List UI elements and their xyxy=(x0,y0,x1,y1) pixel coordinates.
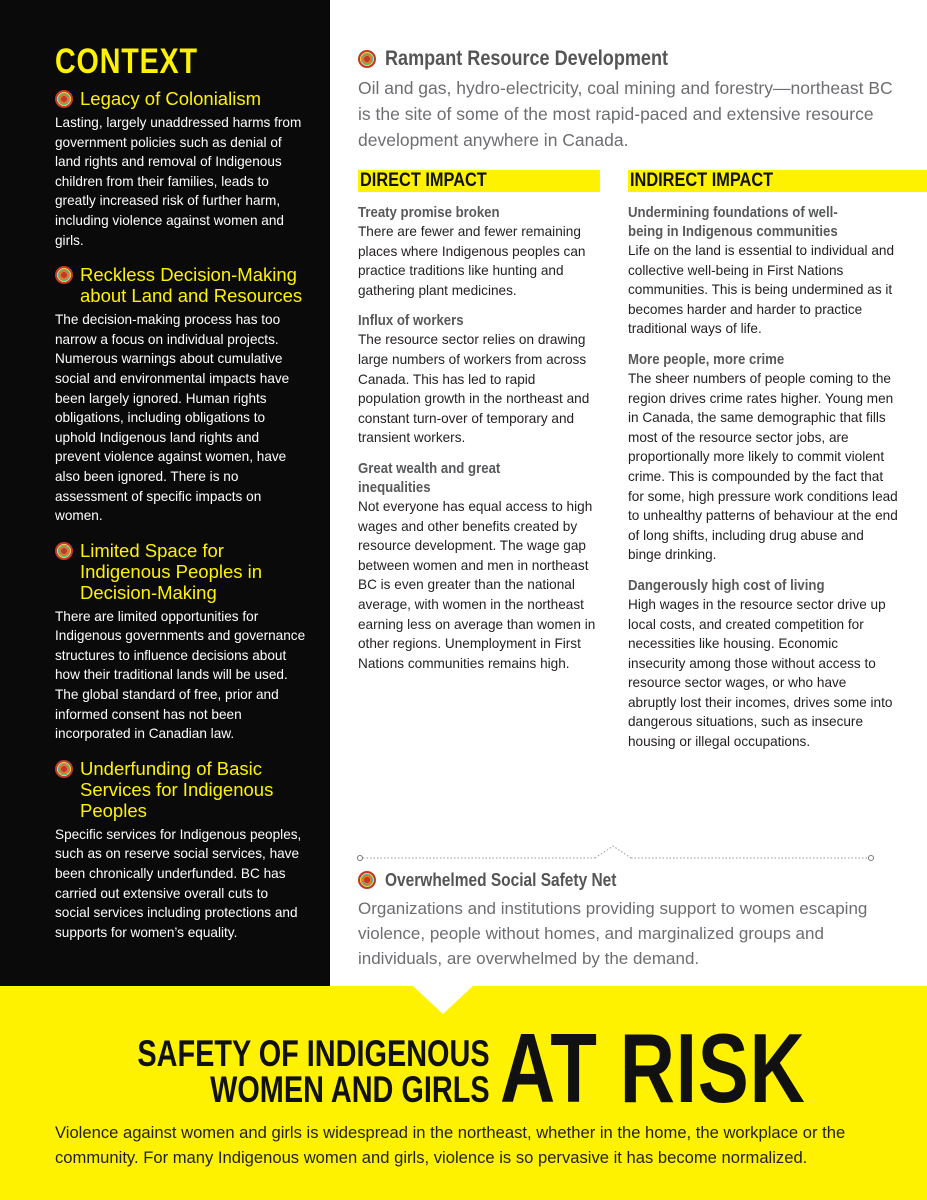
medallion-icon xyxy=(358,50,376,68)
context-body: Lasting, largely unaddressed harms from government policies such as denial of land rights and removal of Indigenous children from their families, leads to greatly increased risk of further harm, including violence against women and girls. xyxy=(55,115,302,248)
impact-item-body: The sheer numbers of people coming to the region drives crime rates higher. Young men in Canada, the same demographic that fills most of the resource sector jobs, are proportionally more likely to commit violent crime. This is compounded by the fact that for some, high pressure work conditions lead to unhealthy patterns of behaviour at the end of long shifts, including drug abuse and binge drinking. xyxy=(628,370,898,563)
impact-item xyxy=(358,203,600,300)
impact-item-title-text: Influx of workers xyxy=(358,312,464,330)
context-heading xyxy=(55,758,310,821)
medallion-icon xyxy=(358,871,376,889)
impact-item-title xyxy=(358,311,600,330)
section-heading xyxy=(358,866,903,894)
impact-item xyxy=(628,350,898,565)
impact-item-title xyxy=(358,459,600,497)
direct-impact-band xyxy=(358,170,600,192)
banner-notch xyxy=(413,986,473,1014)
context-panel xyxy=(0,0,330,986)
section-heading-text: Rampant Resource Development xyxy=(385,47,669,70)
impact-item-title-text: More people, more crime xyxy=(628,350,785,368)
impact-item-title xyxy=(628,350,898,369)
context-heading xyxy=(55,88,310,109)
indirect-impact-column xyxy=(628,170,898,752)
section-intro: Oil and gas, hydro-electricity, coal mining and forestry—northeast BC is the site of some of the most rapid-paced and extensive resource development anywhere in Canada. xyxy=(358,78,893,150)
direct-impact-column xyxy=(358,170,600,673)
impact-item-title-text: Great wealth and great inequalities xyxy=(358,459,501,496)
section-heading-text: Overwhelmed Social Safety Net xyxy=(385,870,617,890)
context-heading xyxy=(55,540,310,603)
context-title: CONTEXT xyxy=(55,42,198,81)
medallion-icon xyxy=(55,760,73,778)
medallion-icon xyxy=(55,266,73,284)
impact-item-body: Not everyone has equal access to high wages and other benefits created by resource development. The wage gap between women and men in northeast BC is even greater than the national average, with women in the northeast earning less on average than women in other regions. Unemployment in First Nations communities remains high. xyxy=(358,498,596,671)
banner-body: Violence against women and girls is widespread in the northeast, whether in the home, the workplace or the community. For many Indigenous women and girls, violence is so pervasive it has become normalized. xyxy=(55,1123,846,1167)
impact-item-body: High wages in the resource sector drive up local costs, and created competition for necessities like housing. Economic insecurity among those without access to resource sector wages, or who have abruptly lost their incomes, drives some into dangerous situations, such as insecure housing or illegal occupations. xyxy=(628,596,893,750)
impact-item-title xyxy=(628,576,898,595)
impact-item xyxy=(358,459,600,673)
context-section-underfunding xyxy=(55,758,310,943)
impact-item xyxy=(358,311,600,448)
context-heading-text: Underfunding of Basic Services for Indigenous Peoples xyxy=(80,757,274,821)
banner-title: AT RISK xyxy=(500,1013,806,1123)
impact-item-title-text: Undermining foundations of well-being in Indigenous communities xyxy=(628,204,838,240)
impact-item-body: Life on the land is essential to individual and collective well-being in First Nations communities. This is being undermined as it becomes harder and harder to practice traditional ways of life. xyxy=(628,243,895,337)
section-heading xyxy=(358,45,898,73)
context-section-colonialism xyxy=(55,88,310,250)
banner-subtitle xyxy=(137,1033,491,1110)
context-body: The decision-making process has too narrow a focus on individual projects. Numerous warnings about cumulative social and environmental impacts have been largely ignored. Human rights obligations, including obligations to uphold Indigenous land rights and prevent violence against women, have also been ignored. There is no assessment of specific impacts on women. xyxy=(55,312,290,524)
medallion-icon xyxy=(55,90,73,108)
context-section-limited-space xyxy=(55,540,310,744)
medallion-icon xyxy=(55,542,73,560)
context-body: Specific services for Indigenous peoples, such as on reserve social services, have been chronically underfunded. BC has carried out extensive overall cuts to social services including protections and supports for women’s equality. xyxy=(55,826,302,940)
dotted-connector xyxy=(355,842,880,864)
context-section-decision-making xyxy=(55,264,310,526)
indirect-impact-label: INDIRECT IMPACT xyxy=(630,170,774,191)
impact-item xyxy=(628,576,898,752)
section-intro: Organizations and institutions providing support to women escaping violence, people without homes, and marginalized groups and individuals, are overwhelmed by the demand. xyxy=(358,899,868,968)
impact-item-title-text: Treaty promise broken xyxy=(358,204,500,221)
impact-item-title xyxy=(628,203,898,241)
banner-subtitle-line1: SAFETY OF INDIGENOUS xyxy=(137,1033,490,1074)
context-body: There are limited opportunities for Indigenous governments and governance structures to influence decisions about how their traditional lands will be used. The global standard of free, prior and informed consent has not been incorporated in Canadian law. xyxy=(55,608,306,742)
impact-item-title-text: Dangerously high cost of living xyxy=(628,576,825,594)
impact-item-body: There are fewer and fewer remaining places where Indigenous peoples can practice traditions like hunting and gathering plant medicines. xyxy=(358,224,586,298)
indirect-impact-band xyxy=(628,170,927,192)
direct-impact-label: DIRECT IMPACT xyxy=(360,170,487,191)
context-heading-text: Limited Space for Indigenous Peoples in Decision-Making xyxy=(80,539,263,603)
impact-item-body: The resource sector relies on drawing large numbers of workers from across Canada. This has led to rapid population growth in the northeast and constant turn-over of temporary and transient workers. xyxy=(358,332,590,446)
context-heading-text: Reckless Decision-Making about Land and Resources xyxy=(80,264,303,307)
context-heading xyxy=(55,264,310,306)
resource-development-section xyxy=(358,45,898,153)
context-heading-text: Legacy of Colonialism xyxy=(80,88,261,109)
banner-subtitle-line2: WOMEN AND GIRLS xyxy=(210,1069,491,1110)
impact-item-title xyxy=(358,203,600,222)
impact-item xyxy=(628,203,898,339)
overwhelmed-section xyxy=(358,866,903,971)
